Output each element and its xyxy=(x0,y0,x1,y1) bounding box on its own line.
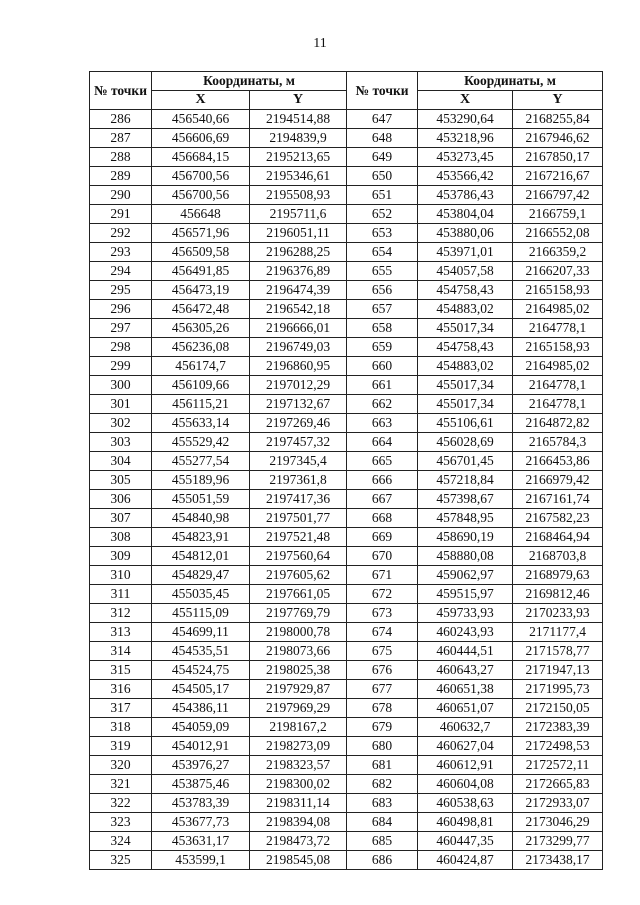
point-number-right: 648 xyxy=(347,129,418,148)
y-coordinate-left: 2197560,64 xyxy=(250,547,347,566)
table-row xyxy=(90,300,603,319)
y-coordinate-left: 2196474,39 xyxy=(250,281,347,300)
point-number-right: 663 xyxy=(347,414,418,433)
y-coordinate-left: 2197769,79 xyxy=(250,604,347,623)
y-coordinate-left: 2194839,9 xyxy=(250,129,347,148)
point-number-right: 657 xyxy=(347,300,418,319)
point-number-right: 673 xyxy=(347,604,418,623)
point-number-right: 649 xyxy=(347,148,418,167)
point-number-left: 324 xyxy=(90,832,152,851)
point-number-right: 678 xyxy=(347,699,418,718)
point-number-left: 325 xyxy=(90,851,152,870)
table-row xyxy=(90,205,603,224)
x-coordinate-left: 453783,39 xyxy=(152,794,250,813)
y-coordinate-left: 2197457,32 xyxy=(250,433,347,452)
y-coordinate-left: 2198167,2 xyxy=(250,718,347,737)
x-coordinate-left: 456606,69 xyxy=(152,129,250,148)
y-coordinate-left: 2198323,57 xyxy=(250,756,347,775)
x-coordinate-right: 460447,35 xyxy=(418,832,513,851)
x-header-left: X xyxy=(152,91,250,110)
x-coordinate-right: 460538,63 xyxy=(418,794,513,813)
y-coordinate-left: 2198300,02 xyxy=(250,775,347,794)
y-coordinate-right: 2172498,53 xyxy=(513,737,603,756)
x-coordinate-left: 456109,66 xyxy=(152,376,250,395)
point-number-left: 321 xyxy=(90,775,152,794)
table-row xyxy=(90,452,603,471)
table-row xyxy=(90,756,603,775)
table-row xyxy=(90,148,603,167)
x-coordinate-right: 453290,64 xyxy=(418,110,513,129)
y-coordinate-left: 2197969,29 xyxy=(250,699,347,718)
table-row xyxy=(90,129,603,148)
point-number-right: 655 xyxy=(347,262,418,281)
y-coordinate-right: 2172150,05 xyxy=(513,699,603,718)
x-coordinate-left: 456700,56 xyxy=(152,167,250,186)
point-number-right: 664 xyxy=(347,433,418,452)
point-number-left: 313 xyxy=(90,623,152,642)
x-header-right: X xyxy=(418,91,513,110)
x-coordinate-left: 453631,17 xyxy=(152,832,250,851)
y-coordinate-right: 2172665,83 xyxy=(513,775,603,794)
point-number-left: 312 xyxy=(90,604,152,623)
x-coordinate-right: 454758,43 xyxy=(418,281,513,300)
y-coordinate-right: 2168464,94 xyxy=(513,528,603,547)
y-coordinate-left: 2194514,88 xyxy=(250,110,347,129)
y-coordinate-right: 2164778,1 xyxy=(513,376,603,395)
x-coordinate-right: 460632,7 xyxy=(418,718,513,737)
x-coordinate-left: 455115,09 xyxy=(152,604,250,623)
point-number-left: 314 xyxy=(90,642,152,661)
x-coordinate-right: 460651,07 xyxy=(418,699,513,718)
table-row xyxy=(90,357,603,376)
table-row xyxy=(90,604,603,623)
x-coordinate-left: 456648 xyxy=(152,205,250,224)
point-number-right: 679 xyxy=(347,718,418,737)
x-coordinate-left: 454699,11 xyxy=(152,623,250,642)
point-number-left: 302 xyxy=(90,414,152,433)
y-coordinate-left: 2197269,46 xyxy=(250,414,347,433)
x-coordinate-left: 453599,1 xyxy=(152,851,250,870)
x-coordinate-right: 454883,02 xyxy=(418,357,513,376)
x-coordinate-left: 455529,42 xyxy=(152,433,250,452)
point-number-right: 666 xyxy=(347,471,418,490)
y-coordinate-right: 2167946,62 xyxy=(513,129,603,148)
point-number-left: 294 xyxy=(90,262,152,281)
y-header-left: Y xyxy=(250,91,347,110)
y-coordinate-right: 2171177,4 xyxy=(513,623,603,642)
y-coordinate-left: 2198273,09 xyxy=(250,737,347,756)
table-row xyxy=(90,262,603,281)
y-coordinate-right: 2164872,82 xyxy=(513,414,603,433)
point-number-right: 658 xyxy=(347,319,418,338)
point-number-left: 303 xyxy=(90,433,152,452)
point-number-left: 305 xyxy=(90,471,152,490)
x-coordinate-left: 456174,7 xyxy=(152,357,250,376)
point-number-left: 290 xyxy=(90,186,152,205)
x-coordinate-left: 455035,45 xyxy=(152,585,250,604)
point-number-right: 671 xyxy=(347,566,418,585)
table-row xyxy=(90,376,603,395)
x-coordinate-right: 456028,69 xyxy=(418,433,513,452)
y-coordinate-left: 2197521,48 xyxy=(250,528,347,547)
y-coordinate-right: 2171947,13 xyxy=(513,661,603,680)
x-coordinate-right: 457218,84 xyxy=(418,471,513,490)
y-coordinate-left: 2196542,18 xyxy=(250,300,347,319)
y-coordinate-right: 2166759,1 xyxy=(513,205,603,224)
y-coordinate-left: 2198311,14 xyxy=(250,794,347,813)
x-coordinate-left: 454823,91 xyxy=(152,528,250,547)
x-coordinate-right: 460604,08 xyxy=(418,775,513,794)
point-number-right: 647 xyxy=(347,110,418,129)
table-row xyxy=(90,167,603,186)
table-row xyxy=(90,851,603,870)
y-coordinate-right: 2165158,93 xyxy=(513,281,603,300)
y-coordinate-left: 2197661,05 xyxy=(250,585,347,604)
point-number-left: 287 xyxy=(90,129,152,148)
point-number-header-right: № точки xyxy=(347,72,418,110)
point-number-right: 686 xyxy=(347,851,418,870)
y-coordinate-left: 2196288,25 xyxy=(250,243,347,262)
x-coordinate-left: 456571,96 xyxy=(152,224,250,243)
y-coordinate-right: 2166207,33 xyxy=(513,262,603,281)
table-row xyxy=(90,623,603,642)
x-coordinate-left: 454840,98 xyxy=(152,509,250,528)
x-coordinate-left: 454012,91 xyxy=(152,737,250,756)
point-number-left: 300 xyxy=(90,376,152,395)
y-coordinate-left: 2197605,62 xyxy=(250,566,347,585)
y-coordinate-right: 2164778,1 xyxy=(513,319,603,338)
y-coordinate-left: 2195711,6 xyxy=(250,205,347,224)
y-coordinate-right: 2168255,84 xyxy=(513,110,603,129)
y-coordinate-left: 2195508,93 xyxy=(250,186,347,205)
x-coordinate-left: 456684,15 xyxy=(152,148,250,167)
point-number-left: 304 xyxy=(90,452,152,471)
y-coordinate-left: 2197501,77 xyxy=(250,509,347,528)
point-number-right: 669 xyxy=(347,528,418,547)
x-coordinate-left: 455051,59 xyxy=(152,490,250,509)
y-coordinate-right: 2165784,3 xyxy=(513,433,603,452)
x-coordinate-left: 453976,27 xyxy=(152,756,250,775)
point-number-left: 296 xyxy=(90,300,152,319)
table-row xyxy=(90,718,603,737)
y-coordinate-right: 2166453,86 xyxy=(513,452,603,471)
point-number-left: 293 xyxy=(90,243,152,262)
table-row xyxy=(90,395,603,414)
x-coordinate-right: 458690,19 xyxy=(418,528,513,547)
point-number-right: 670 xyxy=(347,547,418,566)
point-number-left: 320 xyxy=(90,756,152,775)
point-number-right: 660 xyxy=(347,357,418,376)
point-number-left: 288 xyxy=(90,148,152,167)
x-coordinate-left: 454535,51 xyxy=(152,642,250,661)
y-coordinate-right: 2166797,42 xyxy=(513,186,603,205)
coordinates-header-right: Координаты, м xyxy=(418,72,603,91)
x-coordinate-left: 454505,17 xyxy=(152,680,250,699)
point-number-left: 322 xyxy=(90,794,152,813)
point-number-left: 297 xyxy=(90,319,152,338)
point-number-right: 665 xyxy=(347,452,418,471)
point-number-right: 677 xyxy=(347,680,418,699)
y-coordinate-left: 2196376,89 xyxy=(250,262,347,281)
y-coordinate-left: 2196860,95 xyxy=(250,357,347,376)
x-coordinate-right: 453804,04 xyxy=(418,205,513,224)
point-number-right: 672 xyxy=(347,585,418,604)
x-coordinate-left: 456540,66 xyxy=(152,110,250,129)
point-number-left: 306 xyxy=(90,490,152,509)
table-row xyxy=(90,186,603,205)
coordinates-table xyxy=(89,71,603,870)
y-coordinate-left: 2198073,66 xyxy=(250,642,347,661)
point-number-right: 653 xyxy=(347,224,418,243)
point-number-left: 299 xyxy=(90,357,152,376)
x-coordinate-right: 460243,93 xyxy=(418,623,513,642)
table-row xyxy=(90,281,603,300)
y-coordinate-right: 2164778,1 xyxy=(513,395,603,414)
table-row xyxy=(90,661,603,680)
x-coordinate-right: 453273,45 xyxy=(418,148,513,167)
table-row xyxy=(90,110,603,129)
x-coordinate-left: 454524,75 xyxy=(152,661,250,680)
coordinates-header-left: Координаты, м xyxy=(152,72,347,91)
point-number-right: 675 xyxy=(347,642,418,661)
x-coordinate-right: 460627,04 xyxy=(418,737,513,756)
page-number: 11 xyxy=(313,36,327,51)
y-coordinate-right: 2170233,93 xyxy=(513,604,603,623)
point-number-left: 308 xyxy=(90,528,152,547)
x-coordinate-right: 454057,58 xyxy=(418,262,513,281)
table-row xyxy=(90,775,603,794)
x-coordinate-right: 453566,42 xyxy=(418,167,513,186)
point-number-right: 680 xyxy=(347,737,418,756)
x-coordinate-left: 453677,73 xyxy=(152,813,250,832)
point-number-left: 316 xyxy=(90,680,152,699)
point-number-header-left: № точки xyxy=(90,72,152,110)
point-number-left: 298 xyxy=(90,338,152,357)
y-coordinate-left: 2197929,87 xyxy=(250,680,347,699)
point-number-right: 681 xyxy=(347,756,418,775)
y-coordinate-left: 2198025,38 xyxy=(250,661,347,680)
y-coordinate-right: 2167850,17 xyxy=(513,148,603,167)
point-number-right: 682 xyxy=(347,775,418,794)
y-coordinate-right: 2172383,39 xyxy=(513,718,603,737)
y-coordinate-left: 2196749,03 xyxy=(250,338,347,357)
y-coordinate-right: 2165158,93 xyxy=(513,338,603,357)
x-coordinate-left: 455633,14 xyxy=(152,414,250,433)
point-number-right: 652 xyxy=(347,205,418,224)
x-coordinate-right: 457848,95 xyxy=(418,509,513,528)
x-coordinate-left: 455189,96 xyxy=(152,471,250,490)
x-coordinate-right: 460498,81 xyxy=(418,813,513,832)
table-row xyxy=(90,737,603,756)
coordinates-table-body xyxy=(90,110,603,870)
table-row xyxy=(90,794,603,813)
y-coordinate-left: 2197417,36 xyxy=(250,490,347,509)
y-coordinate-left: 2198473,72 xyxy=(250,832,347,851)
table-row xyxy=(90,243,603,262)
point-number-right: 650 xyxy=(347,167,418,186)
point-number-right: 684 xyxy=(347,813,418,832)
point-number-right: 685 xyxy=(347,832,418,851)
point-number-right: 654 xyxy=(347,243,418,262)
x-coordinate-right: 459733,93 xyxy=(418,604,513,623)
x-coordinate-right: 457398,67 xyxy=(418,490,513,509)
x-coordinate-right: 456701,45 xyxy=(418,452,513,471)
y-coordinate-right: 2167216,67 xyxy=(513,167,603,186)
x-coordinate-left: 454812,01 xyxy=(152,547,250,566)
x-coordinate-left: 456305,26 xyxy=(152,319,250,338)
table-row xyxy=(90,832,603,851)
y-coordinate-right: 2173299,77 xyxy=(513,832,603,851)
point-number-right: 651 xyxy=(347,186,418,205)
table-row xyxy=(90,585,603,604)
y-coordinate-left: 2197132,67 xyxy=(250,395,347,414)
point-number-left: 289 xyxy=(90,167,152,186)
y-coordinate-left: 2197012,29 xyxy=(250,376,347,395)
point-number-left: 311 xyxy=(90,585,152,604)
point-number-left: 301 xyxy=(90,395,152,414)
x-coordinate-left: 456491,85 xyxy=(152,262,250,281)
table-row xyxy=(90,566,603,585)
y-coordinate-right: 2168703,8 xyxy=(513,547,603,566)
point-number-right: 668 xyxy=(347,509,418,528)
point-number-left: 307 xyxy=(90,509,152,528)
x-coordinate-right: 459515,97 xyxy=(418,585,513,604)
x-coordinate-right: 455106,61 xyxy=(418,414,513,433)
table-row xyxy=(90,414,603,433)
y-coordinate-right: 2171995,73 xyxy=(513,680,603,699)
y-coordinate-right: 2167161,74 xyxy=(513,490,603,509)
y-coordinate-right: 2172933,07 xyxy=(513,794,603,813)
y-coordinate-left: 2196051,11 xyxy=(250,224,347,243)
point-number-left: 319 xyxy=(90,737,152,756)
y-coordinate-left: 2195213,65 xyxy=(250,148,347,167)
x-coordinate-right: 453880,06 xyxy=(418,224,513,243)
table-row xyxy=(90,471,603,490)
x-coordinate-right: 460444,51 xyxy=(418,642,513,661)
point-number-left: 317 xyxy=(90,699,152,718)
y-coordinate-left: 2198394,08 xyxy=(250,813,347,832)
table-row xyxy=(90,509,603,528)
table-row xyxy=(90,813,603,832)
y-coordinate-right: 2167582,23 xyxy=(513,509,603,528)
table-row xyxy=(90,547,603,566)
point-number-left: 291 xyxy=(90,205,152,224)
point-number-left: 323 xyxy=(90,813,152,832)
point-number-right: 662 xyxy=(347,395,418,414)
point-number-left: 292 xyxy=(90,224,152,243)
table-row xyxy=(90,490,603,509)
point-number-right: 656 xyxy=(347,281,418,300)
x-coordinate-left: 456473,19 xyxy=(152,281,250,300)
x-coordinate-right: 453786,43 xyxy=(418,186,513,205)
y-coordinate-right: 2171578,77 xyxy=(513,642,603,661)
table-row xyxy=(90,699,603,718)
x-coordinate-right: 453218,96 xyxy=(418,129,513,148)
point-number-right: 683 xyxy=(347,794,418,813)
point-number-left: 286 xyxy=(90,110,152,129)
table-row xyxy=(90,224,603,243)
x-coordinate-right: 460643,27 xyxy=(418,661,513,680)
point-number-left: 310 xyxy=(90,566,152,585)
table-row xyxy=(90,528,603,547)
x-coordinate-left: 454386,11 xyxy=(152,699,250,718)
point-number-left: 315 xyxy=(90,661,152,680)
x-coordinate-left: 456236,08 xyxy=(152,338,250,357)
table-row xyxy=(90,338,603,357)
table-row xyxy=(90,319,603,338)
y-coordinate-left: 2197345,4 xyxy=(250,452,347,471)
x-coordinate-left: 455277,54 xyxy=(152,452,250,471)
x-coordinate-right: 454758,43 xyxy=(418,338,513,357)
x-coordinate-right: 460651,38 xyxy=(418,680,513,699)
point-number-right: 674 xyxy=(347,623,418,642)
y-coordinate-right: 2166979,42 xyxy=(513,471,603,490)
y-coordinate-right: 2169812,46 xyxy=(513,585,603,604)
table-row xyxy=(90,680,603,699)
table-row xyxy=(90,642,603,661)
point-number-left: 318 xyxy=(90,718,152,737)
point-number-right: 667 xyxy=(347,490,418,509)
x-coordinate-right: 455017,34 xyxy=(418,376,513,395)
x-coordinate-right: 459062,97 xyxy=(418,566,513,585)
y-coordinate-left: 2195346,61 xyxy=(250,167,347,186)
x-coordinate-right: 460424,87 xyxy=(418,851,513,870)
y-coordinate-right: 2172572,11 xyxy=(513,756,603,775)
y-coordinate-right: 2173438,17 xyxy=(513,851,603,870)
y-coordinate-left: 2198545,08 xyxy=(250,851,347,870)
x-coordinate-left: 454059,09 xyxy=(152,718,250,737)
point-number-left: 309 xyxy=(90,547,152,566)
x-coordinate-right: 455017,34 xyxy=(418,319,513,338)
y-coordinate-left: 2198000,78 xyxy=(250,623,347,642)
y-coordinate-right: 2164985,02 xyxy=(513,300,603,319)
point-number-right: 676 xyxy=(347,661,418,680)
x-coordinate-left: 456472,48 xyxy=(152,300,250,319)
x-coordinate-right: 460612,91 xyxy=(418,756,513,775)
x-coordinate-right: 458880,08 xyxy=(418,547,513,566)
x-coordinate-right: 455017,34 xyxy=(418,395,513,414)
point-number-right: 661 xyxy=(347,376,418,395)
x-coordinate-left: 456115,21 xyxy=(152,395,250,414)
y-coordinate-right: 2164985,02 xyxy=(513,357,603,376)
x-coordinate-right: 453971,01 xyxy=(418,243,513,262)
y-coordinate-right: 2166359,2 xyxy=(513,243,603,262)
y-coordinate-left: 2196666,01 xyxy=(250,319,347,338)
y-coordinate-right: 2168979,63 xyxy=(513,566,603,585)
table-row xyxy=(90,433,603,452)
y-header-right: Y xyxy=(513,91,603,110)
y-coordinate-left: 2197361,8 xyxy=(250,471,347,490)
point-number-left: 295 xyxy=(90,281,152,300)
x-coordinate-left: 453875,46 xyxy=(152,775,250,794)
y-coordinate-right: 2166552,08 xyxy=(513,224,603,243)
x-coordinate-right: 454883,02 xyxy=(418,300,513,319)
x-coordinate-left: 456700,56 xyxy=(152,186,250,205)
point-number-right: 659 xyxy=(347,338,418,357)
x-coordinate-left: 456509,58 xyxy=(152,243,250,262)
y-coordinate-right: 2173046,29 xyxy=(513,813,603,832)
x-coordinate-left: 454829,47 xyxy=(152,566,250,585)
